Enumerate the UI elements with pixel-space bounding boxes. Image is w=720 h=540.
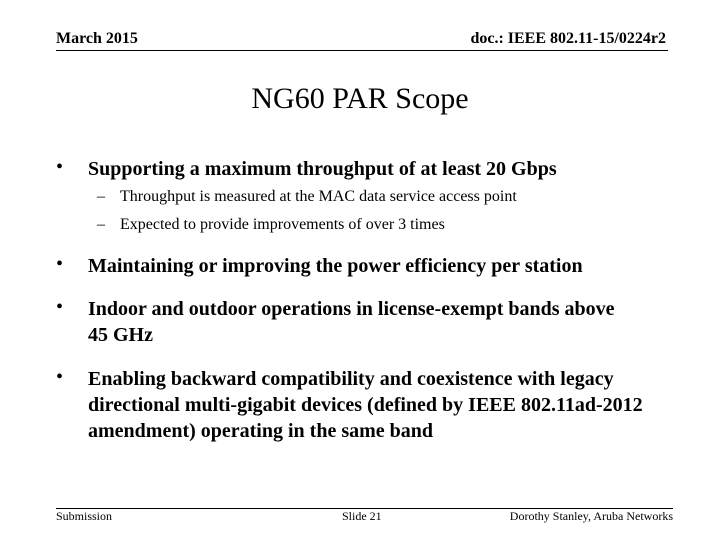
header-date: March 2015	[56, 30, 138, 47]
bullet-text: Indoor and outdoor operations in license-exempt bands above 45 GHz	[88, 298, 615, 346]
sub-bullet-marker: –	[97, 188, 105, 205]
header-doc-id: doc.: IEEE 802.11-15/0224r2	[470, 30, 666, 47]
bullet-text: Enabling backward compatibility and coexistence with legacy directional multi-gigabit devices (defined by IEEE 802.11ad-2012 amendment) operating in the same band	[88, 368, 643, 442]
bullet-text: Maintaining or improving the power efficiency per station	[88, 255, 583, 277]
header-divider	[56, 50, 668, 51]
bullet-marker: •	[56, 156, 64, 178]
footer-slide-number: Slide 21	[342, 509, 382, 523]
sub-bullet-text: Expected to provide improvements of over 3 times	[120, 216, 445, 233]
bullet-marker: •	[56, 366, 64, 388]
sub-bullet-marker: –	[97, 216, 105, 233]
bullet-text: Supporting a maximum throughput of at least 20 Gbps	[88, 158, 557, 180]
slide-title: NG60 PAR Scope	[251, 82, 469, 115]
sub-bullet-text: Throughput is measured at the MAC data service access point	[120, 188, 517, 205]
bullet-marker: •	[56, 253, 64, 275]
footer-submission: Submission	[56, 509, 113, 523]
footer-author: Dorothy Stanley, Aruba Networks	[509, 509, 673, 523]
bullet-marker: •	[56, 296, 64, 318]
